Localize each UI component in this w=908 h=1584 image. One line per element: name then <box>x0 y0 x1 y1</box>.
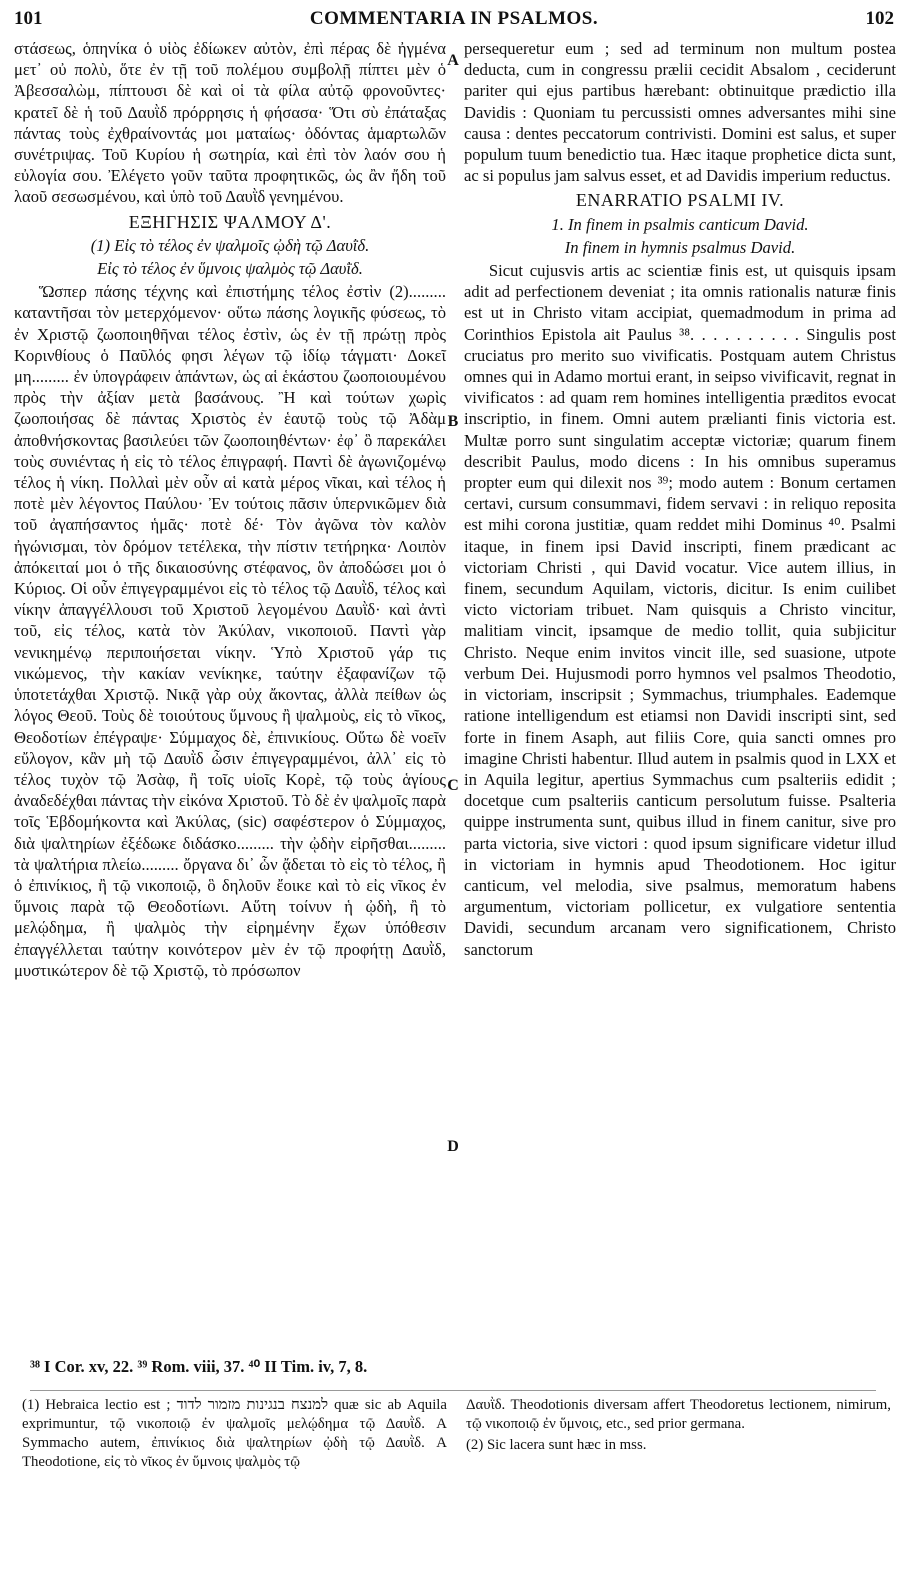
greek-paragraph-2: Ὥσπερ πάσης τέχνης καὶ ἐπιστήμης τέλος ἐστὶν (2)......... καταντῆσαι τὸν μετερχόμενον· οὕτω πάσης λογικῆς φύσεως, τὸ ἐν Χριστῷ ζωοποιηθῆναι τέλος ἐστὶν, ὡς ἐν τῇ πρώτῃ πρὸς Κορινθίους ὁ Παῦλός φησι λέγων τῷ ἰδίῳ τάγματι· Δοκεῖ μη......... ἐν ὑπογράφειν ἁπάντων, ὡς αἱ ἑκάστου ζωοποιουμένου πρὸς τὴν ἀξίαν μετὰ βασάνους. Ἢ καὶ τούτων χωρὶς ζωοποιήσας δὲ πάντας Χριστὸς ἐν ἑαυτῷ τοὺς τῷ Ἀδὰμ ἀποθνήσκοντας βασιλεύει τῶν ζωοποιηθέντων· ἐφ᾽ ὃ παρεκάλει τοὺς συνιέντας ἡ εἰς τὸ τέλος ἐπιγραφή. Παντὶ δὲ ἀγωνιζομένῳ τέλος ἡ νίκη. Πολλαὶ μὲν οὖν αἱ κατὰ μέρος νῖκαι, καὶ τέλος ἡ ποτὲ μὲν λέγοντος Παύλου· Ἐν τούτοις πᾶσιν ὑπερνικῶμεν διὰ τοῦ ἀγαπήσαντος ἡμᾶς· ποτὲ δέ· Τὸν ἀγῶνα τὸν καλὸν ἠγώνισμαι, τὸν δρόμον τετέλεκα, τὴν πίστιν τετήρηκα· Λοιπὸν ἀπόκειταί μοι ὁ τῆς δικαιοσύνης στέφανος, ὃν ἀποδώσει μοι ὁ Κύριος. Οἱ οὖν ἐπιγεγραμμένοι εἰς τὸ τέλος τῷ Δαυῒδ, τέλος καὶ νίκην ἀπαγγέλλουσι τοῦ Χριστοῦ λεγομένου Δαυῒδ· καὶ ἀντὶ τοῦ, εἰς τέλος, κατὰ τὸν Ἀκύλαν, νικοποιοῦ. Παντὶ γὰρ νενικημένῳ περιποιήσεται νίκην. Ὑπὸ Χριστοῦ γάρ τις νικώμενος, τὴν κακίαν νενίκηκε, ταύτην ἐξαφανίζων τῷ ὑποτετάχθαι Χριστῷ. Νικᾷ γὰρ οὐχ ἄκοντας, ἀλλὰ πείθων ὡς λόγος Θεοῦ. Τοὺς δὲ τοιούτους ὕμνους ἢ ψαλμοὺς, εἰς τὸ νῖκος, Θεοδοτίων ἐπέγραψε· Σύμμαχος δὲ, ἐπινικίους. Οὕτω δὲ νοεῖν εὔλογον, κἂν μὴ τῷ Δαυῒδ ὦσιν ἐπιγεγραμμένοι, ἀλλ᾽ εἰς τὸ τέλος τυχὸν τῷ Ἀσὰφ, ἢ τοῖς υἱοῖς Κορὲ, τῷ τοὺς ἁγίους ἀναδεδέχθαι πάντας τὴν εἰκόνα Χριστοῦ. Τὸ δὲ ἐν ψαλμοῖς παρὰ τοῖς Ἑβδομήκοντα καὶ Ἀκύλας, (sic) σαφέστερον ὁ Σύμμαχος, διὰ ψαλτηρίων ἐξέδωκε διδάσκο......... τὴν ᾠδὴν εἰρῆσθαι......... τὰ ψαλτήρια πλείω......... ὄργανα δι᾽ ὧν ᾄδεται τὸ εἰς τὸ τέλος, ἢ ὁ ἐπινίκιος, ἢ τῷ νικοποιῷ, ὃ δηλοῦν ἔοικε καὶ τὸ εἰς νῖκος ἐν ὕμνοις παρὰ τῷ Θεοδοτίωνι. Αὕτη τοίνυν ἡ ᾠδὴ, ἢ τὸ μελῴδημα, ἢ ψαλμὸς τὴν εἰρημένην ἔχων ὑπόθεσιν ἐπαγγέλλεται ταύτην κοινότερον μὲν ἐν τῷ προφήτῃ Δαυῒδ, μυστικώτερον δὲ τῷ Χριστῷ, τὸ πρόσωπον <box>14 282 446 980</box>
page-header <box>14 8 894 32</box>
scripture-references: ³⁸ I Cor. xv, 22. ³⁹ Rom. viii, 37. ⁴⁰ II Tim. iv, 7, 8. <box>30 1357 368 1376</box>
latin-title-2: In finem in hymnis psalmus David. <box>564 237 796 257</box>
greek-section-heading: ΕΞΗΓΗΣΙΣ ΨΑΛΜΟΥ Δ'. <box>128 211 332 232</box>
page-number-right: 102 <box>865 8 894 29</box>
latin-title-1: 1. In finem in psalmis canticum David. <box>551 214 809 234</box>
latin-column <box>464 38 896 960</box>
footnote-column-right <box>466 1396 891 1457</box>
page-number-left: 101 <box>14 8 43 29</box>
footnote-divider <box>30 1390 876 1391</box>
footnote-column-left <box>22 1396 447 1474</box>
footnote-1: (1) Hebraica lectio est ; למנצח בנגינות מזמור לדוד quæ sic ab Aquila exprimuntur, τῷ νικοποιῷ ἐν ψαλμοῖς μελῴδημα τῷ Δαυῒδ. A Symmacho autem, ἐπινίκιος διὰ ψαλτηρίων ᾠδὴ τῷ Δαυῒδ. A Theodotione, εἰς τὸ νῖκος ἐν ὕμνοις ψαλμὸς τῷ <box>22 1397 447 1470</box>
footnote-1-continued: Δαυῒδ. Theodotionis diversam affert Theodoretus lectionem, nimirum, τῷ νικοποιῷ ἐν ὕμνοις, etc., sed prior germana. <box>466 1397 891 1432</box>
greek-title-2: Εἰς τὸ τέλος ἐν ὕμνοις ψαλμὸς τῷ Δαυῒδ. <box>97 259 363 279</box>
latin-section-heading: ENARRATIO PSALMI IV. <box>575 190 785 211</box>
latin-paragraph-1: persequeretur eum ; sed ad terminum non multum postea deducta, cum in congressu prælii cecidit Absalom , ceciderunt pariter qui ejus partibus hærebant: obtinuitque prædictio illa Davidis : Quoniam tu percussisti omnes adversantes mihi sine causa : dentes peccatorum contrivisti. Domini est salus, et super populum tuum benedictio tua. Hæc itaque prophetice dicta sunt, ac si populus jam salvus esset, et ad Davidis imperium reductus. <box>464 39 896 186</box>
margin-marker-a: A <box>447 52 459 69</box>
greek-title-1: (1) Εἰς τὸ τέλος ἐν ψαλμοῖς ᾠδὴ τῷ Δαυῒδ. <box>90 235 370 255</box>
running-title: COMMENTARIA IN PSALMOS. <box>309 8 599 29</box>
latin-paragraph-2: Sicut cujusvis artis ac scientiæ finis est, ut quisquis ipsam adit ad perfectionem deveniat ; ita omnis rationalis naturæ finis est ut in Christo vitam accipiat, quemadmodum in prima ad Corinthios Epistola ait Paulus ³⁸. . . . . . . . . . Singulis post cruciatus pro merito suo vivificatis. Postquam autem Christus omnes qui in Adamo mortui erant, in seipso vivificavit, regnat in vivificatos : ad quam rem homines intelligentia præditos evocat inscriptio, in finem. Omni autem prælianti finis victoria est. Multæ porro sunt singulatim acceptæ victoriæ; quarum finem describit Paulus, modo dicens : In his omnibus superamus propter eum qui dilexit nos ³⁹; modo autem : Bonum certamen certavi, cursum consummavi, fidem servavi : in reliquo reposita est mihi corona justitiæ, quam reddet mihi Dominus ⁴⁰. Psalmi itaque, in finem ipsi David inscripti, finem prædicant ac victoriam Christi , qui David vocatur. Vice autem illius, in finem, secundum Aquilam, victoris, dicitur. Is enim cuilibet victo victoriam tribuet. Nam quisquis a Christo vincitur, malitiam vincit, ipsamque de medio tollit, quia subjicitur Christo. Neque enim invitos vincit ille, sed suasione, utpote verbum Dei. Hujusmodi porro hymnos vel psalmos Theodotio, in victoriam, inscripsit ; Symmachus, triumphales. Eademque ratione intelligendum est etiamsi non Davidi inscripti sint, sed forte in finem Asaph, aut filiis Core, quia sancti omnes pro imagine Christi habentur. Illud autem in psalmis quod in LXX et in Aquila legitur, apertius Symmachus cum psalteriis edidit ; docetque cum psalteriis canticum persolutum fuisse. Psalteria quippe instrumenta sunt, quibus illud in finem canitur, sive pro parta victoria, sive victori : quod ipsum significare videtur illud in victoriam in hymnis apud Theodotionem. Hoc igitur canticum, vel melodia, sive psalmus, memoratum habens argumentum, victoriam pollicetur, ex vulgatiore sententia Davidi, secundum arcanam vero significationem, Christo sanctorum <box>464 261 896 959</box>
margin-marker-c: C <box>447 777 459 794</box>
margin-marker-d: D <box>447 1138 459 1155</box>
margin-marker-b: B <box>447 413 459 430</box>
greek-column <box>14 38 446 981</box>
greek-paragraph-1: στάσεως, ὁπηνίκα ὁ υἱὸς ἐδίωκεν αὐτὸν, ἐπὶ πέρας δὲ ἠγμένα μετ᾽ οὐ πολὺ, ὅτε ἐν τῇ τοῦ πολέμου συμβολῇ πίπτει μὲν ὁ Ἀβεσσαλὼμ, πίπτουσι δὲ καὶ οἱ τὰ φίλα αὐτῷ φρονοῦντες· κρατεῖ δὲ ἡ τοῦ Δαυῒδ πρόρρησις ἡ φήσασα· Ὅτι σὺ ἐπάταξας πάντας τοὺς ἐχθραίνοντάς μοι ματαίως· ὀδόντας ἁμαρτωλῶν συνέτριψας. Τοῦ Κυρίου ἡ σωτηρία, καὶ ἐπὶ τὸν λαόν σου ἡ εὐλογία σου. Ἐλέγετο γοῦν ταῦτα προφητικῶς, ὡς ἂν ἤδη τοῦ λαοῦ σεσωσμένου, καὶ ὑπὸ τοῦ Δαυῒδ γενημένου. <box>14 39 446 207</box>
footnote-2: (2) Sic lacera sunt hæc in mss. <box>466 1437 647 1453</box>
